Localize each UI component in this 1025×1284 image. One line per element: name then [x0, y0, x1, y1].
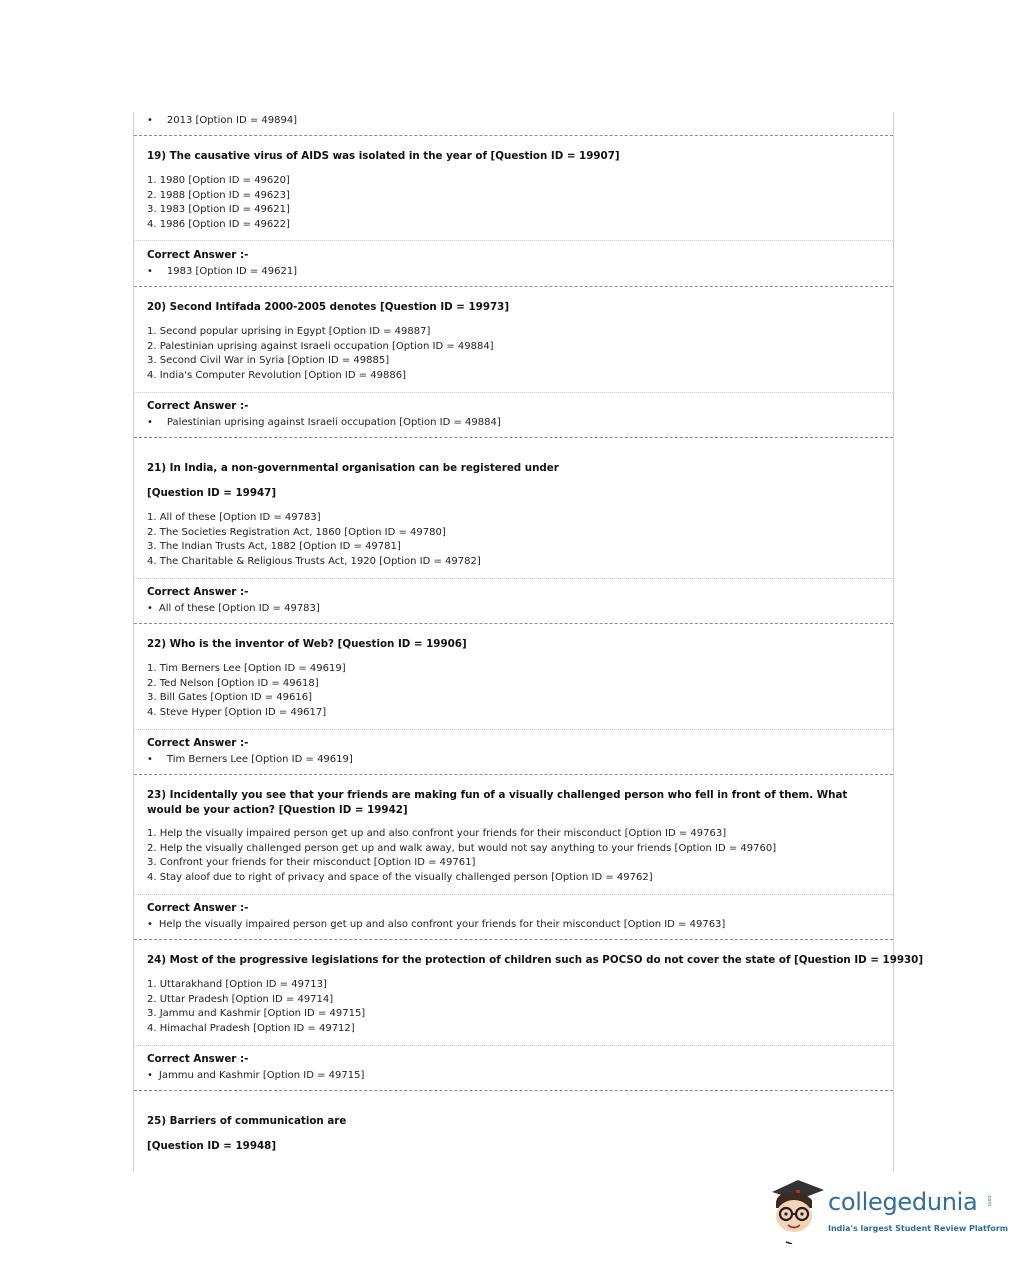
separator: [134, 1090, 893, 1091]
brand-name: collegedunia: [828, 1188, 978, 1216]
bullet: •: [147, 603, 153, 614]
correct-answer-label: Correct Answer :-: [147, 586, 249, 598]
divider: [134, 578, 893, 579]
bullet: •: [147, 266, 153, 277]
separator: [134, 437, 893, 438]
brand-tagline: India's largest Student Review Platform: [828, 1224, 1009, 1233]
question-20-title: 20) Second Intifada 2000-2005 denotes [Question ID = 19973]: [147, 301, 510, 313]
answer-text: Palestinian uprising against Israeli occupation [Option ID = 49884]: [166, 417, 501, 428]
option: 1. Tim Berners Lee [Option ID = 49619]: [147, 663, 346, 674]
option: 4. The Charitable & Religious Trusts Act, 1920 [Option ID = 49782]: [147, 555, 481, 567]
option: 4. Stay aloof due to right of privacy and space of the visually challenged person [Option ID = 49762]: [147, 871, 653, 883]
question-20-options: [147, 325, 494, 383]
question-23-options: [147, 827, 776, 885]
question-19-options: [147, 174, 290, 232]
separator: [134, 623, 893, 624]
question-21-title: 21) In India, a non-governmental organisation can be registered under: [147, 462, 559, 474]
brand-logo[interactable]: [768, 1178, 1009, 1248]
separator: [134, 286, 893, 287]
question-24-options: [147, 978, 365, 1036]
option: 1. 1980 [Option ID = 49620]: [147, 175, 290, 186]
option: 2. 1988 [Option ID = 49623]: [147, 189, 290, 201]
question-21-options: [147, 511, 481, 569]
question-23-title: 23) Incidentally you see that your friends are making fun of a visually challenged person who fell in front of them. What would be your action? [Question ID = 19942]: [147, 789, 848, 816]
option: 4. Steve Hyper [Option ID = 49617]: [147, 706, 327, 718]
divider: [134, 1045, 893, 1046]
option: 2. Palestinian uprising against Israeli occupation [Option ID = 49884]: [147, 340, 494, 352]
correct-answer: [147, 417, 501, 428]
option: 3. 1983 [Option ID = 49621]: [147, 204, 290, 216]
option: 3. Bill Gates [Option ID = 49616]: [147, 692, 312, 704]
question-22-options: [147, 662, 346, 720]
student-mascot-icon: [768, 1178, 824, 1244]
correct-answer-label: Correct Answer :-: [147, 902, 249, 914]
separator: [134, 774, 893, 775]
bullet: •: [147, 417, 153, 428]
question-24-title: 24) Most of the progressive legislations for the protection of children such as POCSO do not cover the state of [Question ID = 19930]: [147, 954, 924, 966]
option: 4. India's Computer Revolution [Option ID = 49886]: [147, 369, 406, 381]
bullet: •: [147, 754, 153, 765]
bullet: •: [147, 1070, 153, 1081]
question-25-id: [Question ID = 19948]: [147, 1140, 277, 1152]
divider: [134, 240, 893, 241]
answer-text: All of these [Option ID = 49783]: [158, 603, 320, 614]
answer-text: 1983 [Option ID = 49621]: [166, 266, 298, 277]
option: 1. Help the visually impaired person get up and also confront your friends for their misconduct [Option ID = 49763]: [147, 828, 727, 839]
option: 1. All of these [Option ID = 49783]: [147, 512, 321, 523]
divider: [134, 894, 893, 895]
bullet: •: [147, 919, 153, 930]
previous-answer-text: 2013 [Option ID = 49894]: [166, 115, 298, 126]
correct-answer-label: Correct Answer :-: [147, 400, 249, 412]
bullet: •: [147, 115, 153, 126]
separator: [134, 135, 893, 136]
brand-domain: .com: [986, 1194, 992, 1207]
previous-answer: [147, 115, 297, 126]
correct-answer: [147, 266, 297, 277]
question-25-title: 25) Barriers of communication are: [147, 1115, 347, 1127]
option: 1. Second popular uprising in Egypt [Option ID = 49887]: [147, 326, 431, 337]
question-sheet: [133, 112, 924, 1172]
correct-answer: [147, 754, 353, 765]
option: 2. Ted Nelson [Option ID = 49618]: [147, 677, 319, 689]
correct-answer: [147, 1070, 364, 1081]
correct-answer-label: Correct Answer :-: [147, 249, 249, 261]
option: 3. Confront your friends for their misconduct [Option ID = 49761]: [147, 857, 476, 869]
correct-answer-label: Correct Answer :-: [147, 737, 249, 749]
correct-answer-label: Correct Answer :-: [147, 1053, 249, 1065]
answer-text: Tim Berners Lee [Option ID = 49619]: [166, 754, 353, 765]
separator: [134, 939, 893, 940]
divider: [134, 729, 893, 730]
question-21-id: [Question ID = 19947]: [147, 487, 277, 499]
option: 4. Himachal Pradesh [Option ID = 49712]: [147, 1022, 355, 1034]
correct-answer: [147, 919, 725, 930]
option: 4. 1986 [Option ID = 49622]: [147, 218, 290, 230]
option: 3. The Indian Trusts Act, 1882 [Option ID = 49781]: [147, 541, 401, 553]
option: 2. Help the visually challenged person get up and walk away, but would not say anything to your friends [Option ID = 49760]: [147, 842, 777, 854]
option: 2. The Societies Registration Act, 1860 [Option ID = 49780]: [147, 526, 446, 538]
question-22-title: 22) Who is the inventor of Web? [Question ID = 19906]: [147, 638, 467, 650]
answer-text: Help the visually impaired person get up and also confront your friends for their misconduct [Option ID = 49763]: [158, 919, 726, 930]
divider: [134, 392, 893, 393]
question-19-title: 19) The causative virus of AIDS was isolated in the year of [Question ID = 19907]: [147, 150, 620, 162]
correct-answer: [147, 603, 320, 614]
option: 3. Jammu and Kashmir [Option ID = 49715]: [147, 1008, 366, 1020]
option: 1. Uttarakhand [Option ID = 49713]: [147, 979, 327, 990]
option: 2. Uttar Pradesh [Option ID = 49714]: [147, 993, 334, 1005]
answer-text: Jammu and Kashmir [Option ID = 49715]: [158, 1070, 365, 1081]
option: 3. Second Civil War in Syria [Option ID = 49885]: [147, 355, 390, 367]
